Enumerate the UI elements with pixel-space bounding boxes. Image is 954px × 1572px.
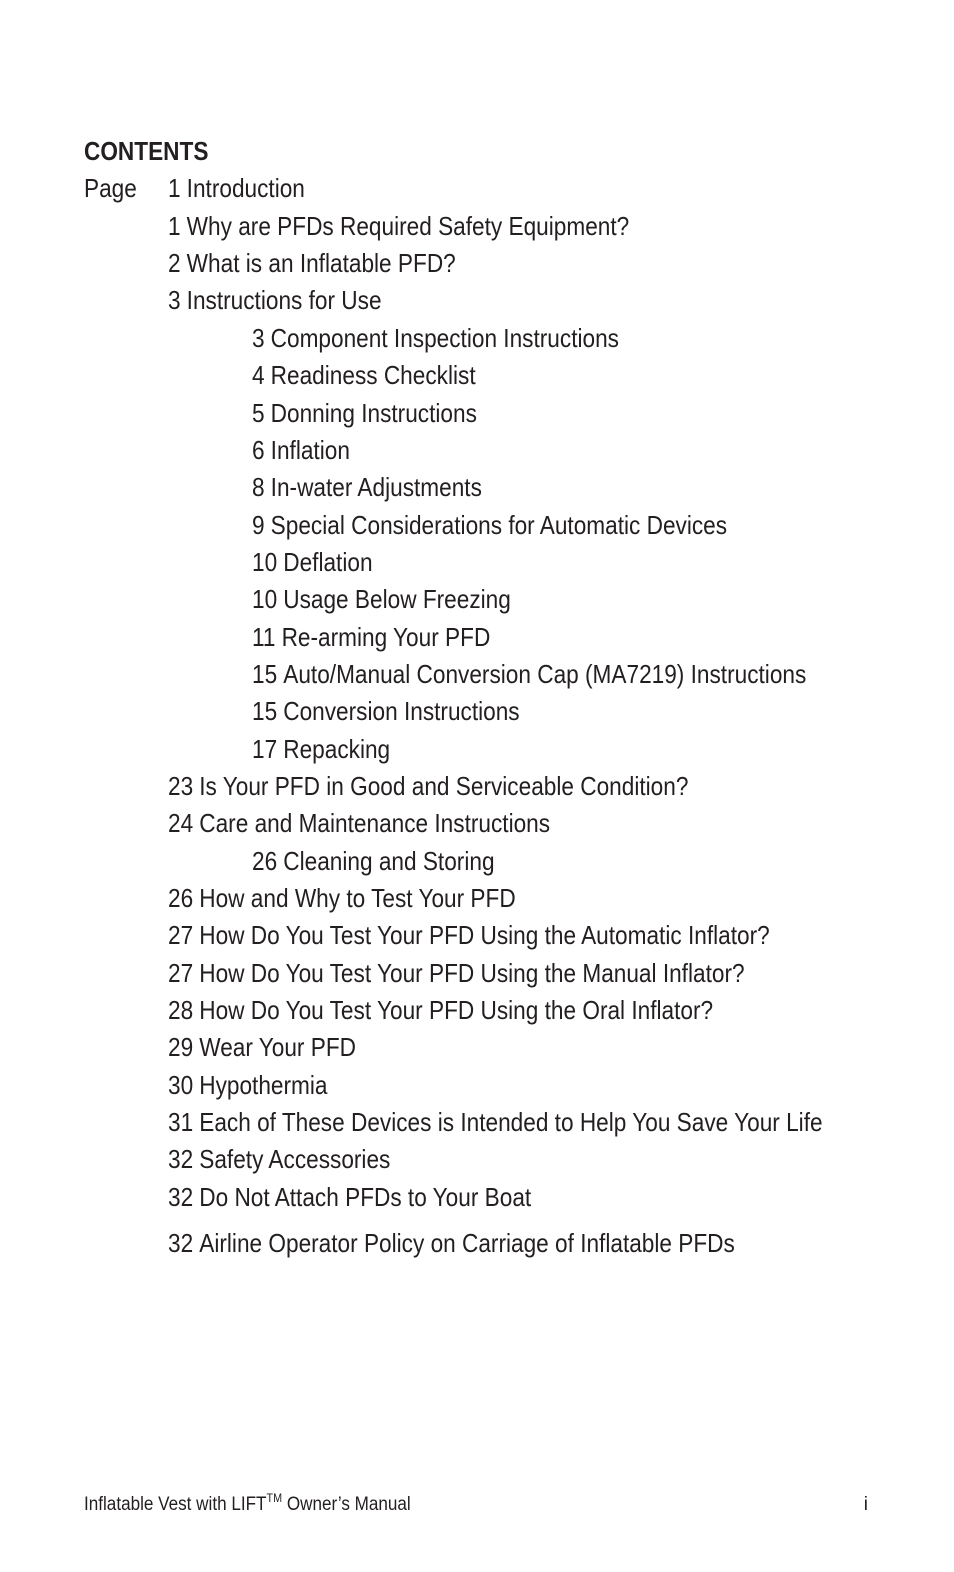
toc-page-number: 10 — [252, 584, 278, 614]
footer-title — [84, 1492, 411, 1518]
footer-title-suffix: Owner’s Manual — [282, 1494, 411, 1515]
toc-entry-title: How Do You Test Your PFD Using the Automatic Inflator? — [199, 920, 770, 950]
toc-page-number: 26 — [168, 883, 194, 913]
toc-entry-title: Auto/Manual Conversion Cap (MA7219) Instructions — [283, 659, 807, 689]
toc-entry-title: Deflation — [283, 547, 373, 577]
toc-entry-title: How and Why to Test Your PFD — [199, 883, 516, 913]
toc-entry — [168, 1105, 823, 1139]
toc-entry — [168, 1180, 531, 1214]
toc-page-number: 9 — [252, 510, 265, 540]
page-column-label: Page — [84, 173, 137, 203]
toc-entry — [252, 582, 511, 616]
toc-entry-title: In-water Adjustments — [270, 472, 482, 502]
toc-page-number: 10 — [252, 547, 278, 577]
toc-page-number: 26 — [252, 846, 278, 876]
toc-entry-title: Readiness Checklist — [270, 360, 476, 390]
toc-entry — [168, 209, 629, 243]
toc-entry-title: How Do You Test Your PFD Using the Oral Inflator? — [199, 995, 714, 1025]
toc-entry — [252, 620, 490, 654]
toc-entry — [168, 1142, 390, 1176]
toc-entry — [252, 545, 373, 579]
toc-page-number: 8 — [252, 472, 265, 502]
toc-page-number: 3 — [252, 323, 265, 353]
toc-page-number: 32 — [168, 1182, 194, 1212]
toc-page-number: 23 — [168, 771, 194, 801]
toc-entry — [252, 321, 619, 355]
toc-entry-title: Introduction — [186, 173, 305, 203]
toc-entry-title: Cleaning and Storing — [283, 846, 495, 876]
toc-page-number: 27 — [168, 958, 194, 988]
toc-page-number: 1 — [168, 173, 181, 203]
toc-entry — [252, 396, 477, 430]
toc-entry-title: Why are PFDs Required Safety Equipment? — [186, 211, 630, 241]
toc-page-number: 2 — [168, 248, 181, 278]
toc-entry — [168, 1030, 356, 1064]
toc-entry-title: Do Not Attach PFDs to Your Boat — [199, 1182, 532, 1212]
toc-entry-title: Airline Operator Policy on Carriage of Inflatable PFDs — [199, 1228, 735, 1258]
toc-entry-title: Repacking — [283, 734, 391, 764]
toc-entry — [252, 694, 520, 728]
toc-page-number: 30 — [168, 1070, 194, 1100]
toc-entry — [168, 993, 713, 1027]
toc-entry — [168, 806, 550, 840]
toc-page-number: 3 — [168, 285, 181, 315]
toc-entry-title: Special Considerations for Automatic Devices — [270, 510, 728, 540]
toc-entry-title: Each of These Devices is Intended to Help You Save Your Life — [199, 1107, 823, 1137]
toc-entry — [168, 918, 770, 952]
toc-entry-title: Re-arming Your PFD — [281, 622, 491, 652]
toc-entry-title: Wear Your PFD — [199, 1032, 357, 1062]
toc-entry — [252, 470, 482, 504]
page-number: i — [863, 1494, 868, 1515]
toc-page-number: 11 — [252, 622, 276, 652]
toc-entry — [252, 732, 390, 766]
toc-entry — [252, 657, 806, 691]
toc-entry-title: Is Your PFD in Good and Serviceable Condition? — [199, 771, 689, 801]
toc-entry-title: How Do You Test Your PFD Using the Manual Inflator? — [199, 958, 745, 988]
toc-entry — [168, 956, 745, 990]
toc-entry — [168, 1226, 735, 1260]
toc-entry-title: Usage Below Freezing — [283, 584, 511, 614]
footer-title-text: Inflatable Vest with LIFT — [84, 1494, 267, 1515]
toc-entry-title: Inflation — [270, 435, 350, 465]
toc-entry — [168, 283, 382, 317]
toc-entry-title: Component Inspection Instructions — [270, 323, 619, 353]
toc-page-number: 32 — [168, 1228, 194, 1258]
toc-entry-title: Instructions for Use — [186, 285, 382, 315]
toc-entry-title: Conversion Instructions — [283, 696, 520, 726]
toc-entry-title: Donning Instructions — [270, 398, 477, 428]
toc-entry — [168, 769, 688, 803]
toc-page-number: 15 — [252, 659, 278, 689]
toc-page-number: 1 — [168, 211, 181, 241]
toc-page-number: 15 — [252, 696, 278, 726]
toc-page-number: 4 — [252, 360, 265, 390]
contents-heading: CONTENTS — [84, 136, 209, 166]
toc-entry-title: Safety Accessories — [199, 1144, 391, 1174]
trademark-mark: TM — [266, 1491, 283, 1505]
toc-entry — [252, 844, 495, 878]
toc-page-number: 29 — [168, 1032, 194, 1062]
toc-page-number: 31 — [168, 1107, 194, 1137]
toc-entry — [252, 358, 476, 392]
toc-entry — [168, 171, 305, 205]
toc-page-number: 6 — [252, 435, 265, 465]
toc-entry — [252, 433, 350, 467]
toc-entry — [168, 881, 516, 915]
toc-page-number: 27 — [168, 920, 194, 950]
toc-entry — [168, 1068, 327, 1102]
toc-entry-title: Care and Maintenance Instructions — [199, 808, 551, 838]
toc-page-number: 24 — [168, 808, 194, 838]
toc-page-number: 5 — [252, 398, 265, 428]
toc-page-number: 28 — [168, 995, 194, 1025]
toc-entry-title: Hypothermia — [199, 1070, 328, 1100]
toc-page-number: 17 — [252, 734, 278, 764]
toc-entry-title: What is an Inflatable PFD? — [186, 248, 456, 278]
toc-entry — [168, 246, 456, 280]
toc-page-number: 32 — [168, 1144, 194, 1174]
toc-entry — [252, 508, 727, 542]
